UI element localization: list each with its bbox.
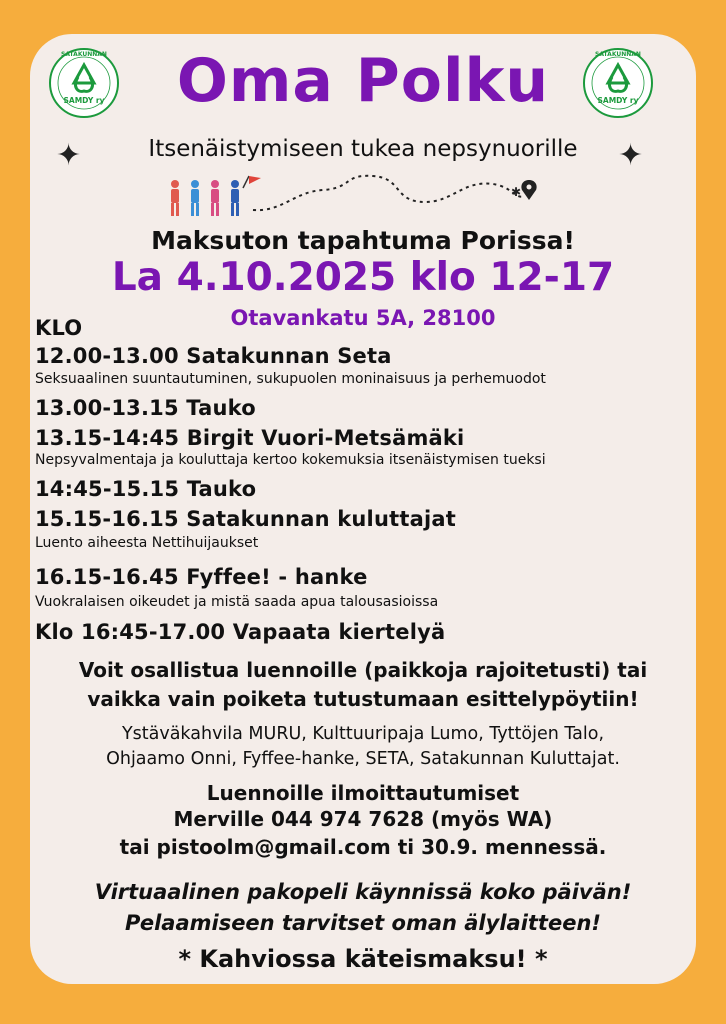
logo-top-text: SATAKUNNAN: [595, 51, 641, 58]
registration-phone: Merville 044 974 7628 (myös WA): [173, 807, 553, 831]
organizations-line-1: Ystäväkahvila MURU, Kulttuuripaja Lumo, Tyttöjen Talo,: [121, 724, 605, 744]
cash-payment-note: * Kahviossa käteismaksu! *: [178, 945, 548, 973]
people-path-illustration: [163, 172, 563, 222]
map-pin-icon: [521, 180, 536, 200]
participate-line-2: vaikka vain poiketa tutustumaan esittelypöytiin!: [87, 687, 639, 711]
klo-heading: KLO: [35, 316, 83, 340]
person-icon: [171, 180, 179, 216]
logo-top-text: SATAKUNNAN: [61, 51, 107, 58]
schedule-item-title: 13.00-13.15 Tauko: [35, 396, 256, 420]
schedule-item-desc: Vuokralaisen oikeudet ja mistä saada apua talousasioissa: [35, 594, 439, 610]
person-icon: [211, 180, 219, 216]
person-icon: [231, 180, 239, 216]
logo-main-text: SAMDY ry: [597, 96, 639, 105]
schedule-item-title: 13.15-14:45 Birgit Vuori-Metsämäki: [35, 426, 465, 450]
schedule-item-title: 14:45-15.15 Tauko: [35, 477, 257, 501]
schedule-item-title: 15.15-16.15 Satakunnan kuluttajat: [35, 507, 456, 531]
page-title: Oma Polku: [176, 46, 550, 116]
registration-heading: Luennoille ilmoittautumiset: [206, 781, 520, 805]
escape-game-line-1: Virtuaalinen pakopeli käynnissä koko päivän!: [94, 880, 632, 904]
schedule-item-desc: Nepsyvalmentaja ja kouluttaja kertoo kokemuksia itsenäistymisen tueksi: [35, 452, 546, 468]
escape-game-line-2: Pelaamiseen tarvitset oman älylaitteen!: [125, 911, 601, 935]
participate-line-1: Voit osallistua luennoille (paikkoja rajoitetusti) tai: [78, 658, 648, 682]
person-icon: [191, 180, 199, 216]
schedule-item-desc: Seksuaalinen suuntautuminen, sukupuolen moninaisuus ja perhemuodot: [35, 371, 546, 387]
svg-text:✱: ✱: [511, 185, 522, 199]
event-address: Otavankatu 5A, 28100: [230, 306, 496, 330]
sparkle-icon-left: ✦: [56, 138, 82, 173]
event-date: La 4.10.2025 klo 12-17: [111, 255, 615, 300]
schedule-item-title: Klo 16:45-17.00 Vapaata kiertelyä: [35, 620, 446, 644]
schedule-item-title: 12.00-13.00 Satakunnan Seta: [35, 344, 392, 368]
sparkle-icon-right: ✦: [618, 138, 644, 173]
registration-email: tai pistoolm@gmail.com ti 30.9. mennessä.: [119, 835, 607, 859]
subtitle: Itsenäistymiseen tukea nepsynuorille: [148, 136, 578, 162]
schedule-item-desc: Luento aiheesta Nettihuijaukset: [35, 535, 259, 551]
flag-icon: [249, 176, 261, 184]
schedule-item-title: 16.15-16.45 Fyffee! - hanke: [35, 565, 368, 589]
logo-main-text: SAMDY ry: [63, 96, 105, 105]
free-event-heading: Maksuton tapahtuma Porissa!: [151, 226, 575, 255]
organizations-line-2: Ohjaamo Onni, Fyffee-hanke, SETA, Satakunnan Kuluttajat.: [106, 749, 620, 769]
